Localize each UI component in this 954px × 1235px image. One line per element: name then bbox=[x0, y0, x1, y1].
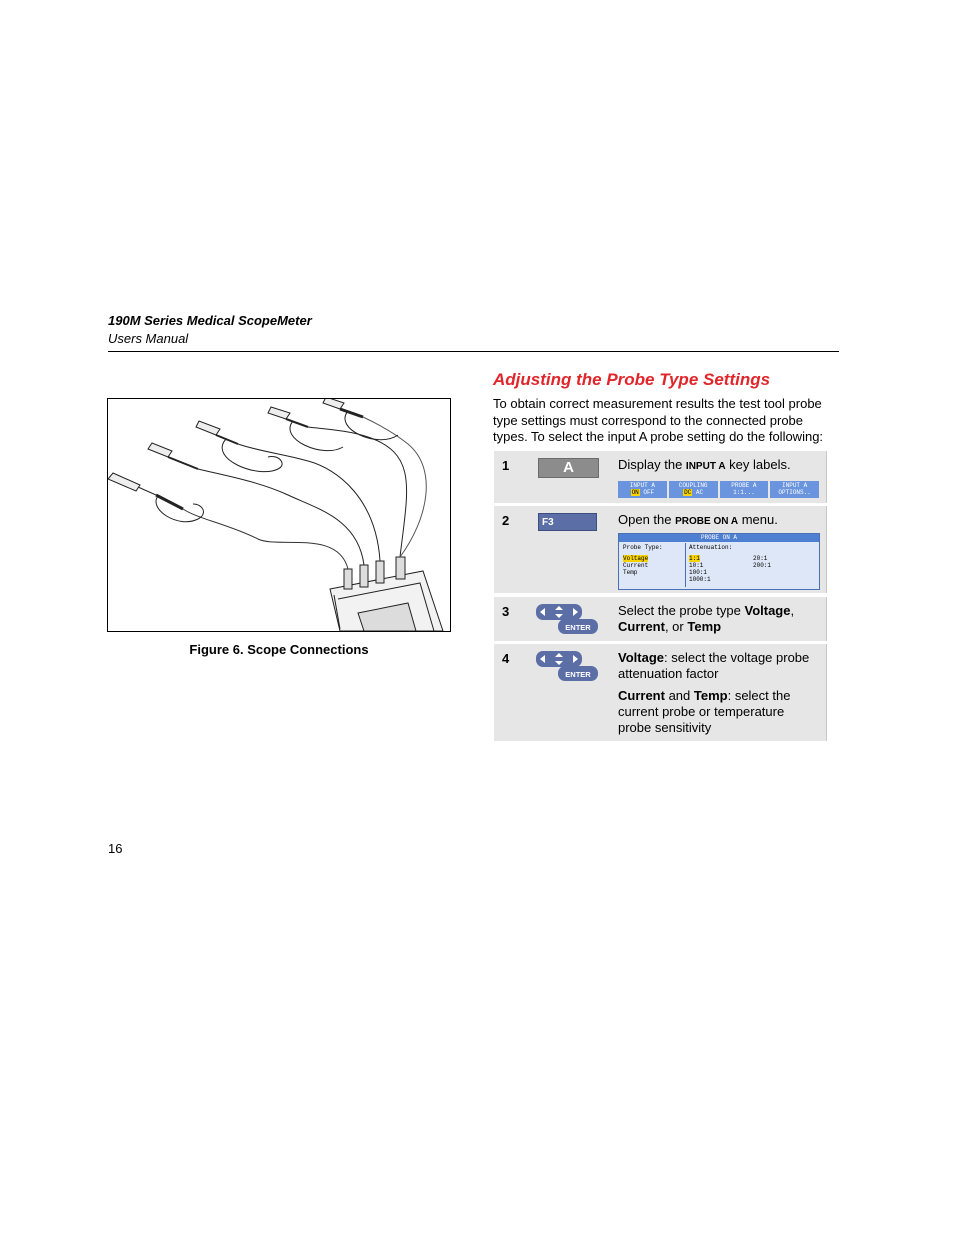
menu-divider bbox=[685, 543, 686, 587]
arrow-enter-keys-icon bbox=[534, 602, 600, 636]
key-label-input-a: INPUT A ON OFF bbox=[618, 481, 667, 498]
manual-subtitle: Users Manual bbox=[108, 331, 189, 346]
probe-on-a-menu bbox=[618, 533, 820, 590]
step-text: Select the probe type Voltage, Current, or Temp bbox=[618, 603, 795, 634]
scope-probes-illustration bbox=[108, 399, 450, 631]
menu-item-voltage: Voltage bbox=[623, 555, 649, 562]
menu-item-current: Current bbox=[623, 562, 649, 569]
step-number: 4 bbox=[502, 651, 510, 666]
step-row bbox=[494, 597, 827, 641]
input-a-key: A bbox=[538, 458, 599, 478]
manual-title: 190M Series Medical ScopeMeter bbox=[108, 313, 312, 328]
scope-connections-figure bbox=[107, 398, 451, 632]
svg-text:ENTER: ENTER bbox=[565, 623, 591, 632]
step-row bbox=[494, 451, 827, 503]
probe-type-column: Probe Type: Voltage Current Temp bbox=[623, 544, 663, 576]
step-row bbox=[494, 644, 827, 741]
page-number: 16 bbox=[108, 841, 123, 856]
attenuation-option: 1:1 bbox=[689, 555, 700, 562]
step-number: 1 bbox=[502, 458, 510, 473]
step-number: 3 bbox=[502, 604, 510, 619]
svg-text:ENTER: ENTER bbox=[565, 670, 591, 679]
key-label-coupling: COUPLING DC AC bbox=[669, 481, 718, 498]
key-labels-bar bbox=[618, 481, 819, 498]
attenuation-option: 200:1 bbox=[753, 562, 772, 569]
figure-caption: Figure 6. Scope Connections bbox=[189, 642, 369, 657]
attenuation-column-2 bbox=[753, 555, 771, 569]
attenuation-option: 1000:1 bbox=[689, 576, 711, 583]
step-number: 2 bbox=[502, 513, 510, 528]
attenuation-option: 10:1 bbox=[689, 562, 704, 569]
header-rule bbox=[108, 351, 839, 352]
step-text: Voltage: select the voltage probe attenuation factor Current and Temp: select the current probe or temperature probe sensitivity bbox=[618, 650, 810, 735]
menu-item-temp: Temp bbox=[623, 569, 638, 576]
attenuation-option: 100:1 bbox=[689, 569, 708, 576]
step-text: Open the PROBE ON A menu. bbox=[618, 512, 778, 527]
arrow-enter-keys-icon bbox=[534, 649, 600, 683]
f3-key: F3 bbox=[538, 513, 597, 531]
menu-title: PROBE ON A bbox=[619, 534, 819, 542]
section-title: Adjusting the Probe Type Settings bbox=[493, 370, 771, 389]
intro-paragraph: To obtain correct measurement results the test tool probe type settings must correspond to the connected probe types. To select the input A probe setting do the following: bbox=[493, 396, 824, 444]
step-text: Display the INPUT A key labels. bbox=[618, 457, 791, 472]
attenuation-option: 20:1 bbox=[753, 555, 768, 562]
step-row bbox=[494, 506, 827, 593]
key-label-input-options: INPUT A OPTIONS.. bbox=[770, 481, 819, 498]
key-label-probe-a: PROBE A 1:1... bbox=[720, 481, 769, 498]
attenuation-column: Attenuation: 1:1 10:1 100:1 1000:1 bbox=[689, 544, 733, 583]
